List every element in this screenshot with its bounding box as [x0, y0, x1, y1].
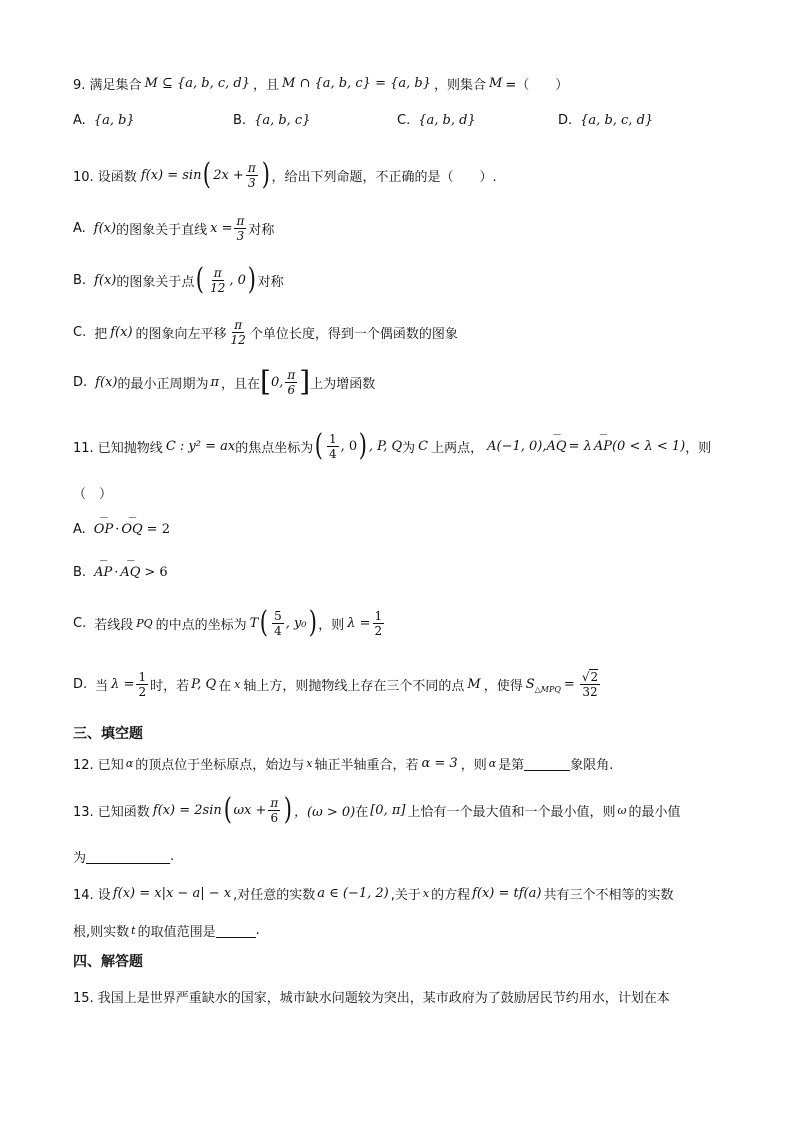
q11-option-b: B. ⌢⌢ AP · ⌢⌢ AQ > 6 — [73, 561, 168, 583]
q11-option-a: A. ⌢⌢ OP · ⌢⌢ OQ = 2 — [73, 518, 170, 540]
q11-option-d: D. 当 λ = $\frac{1}{2}$ 时，若 P, Q 在 x 轴上方，则抛物线上存在三个不同的点 M ，使得 S △MPQ = $\frac{√2}{32}$ — [73, 669, 599, 699]
q10-option-a: A. f(x) 的图象关于直线 x = $\frac{\pi}{3}$ 对称 — [73, 213, 275, 243]
q14-answer-blank[interactable] — [216, 923, 256, 938]
q9-stem: 9. 满足集合 M ⊆ {a, b, c, d} ，且 M ∩ {a, b, c} = {a, b} ，则集合 M =（ ） — [73, 75, 569, 93]
q12-answer-blank[interactable] — [524, 756, 570, 771]
q10-option-c: C. 把 f(x) 的图象向左平移 $\frac{\pi}{12}$ 个单位长度，得到一个偶函数的图象 — [73, 317, 458, 347]
q13-answer-blank[interactable] — [86, 849, 170, 864]
q14-stem: 14. 设 f(x) = x|x − a| − x ,对任意的实数 a ∈ (−1, 2) ,关于 x 的方程 f(x) = tf(a) 共有三个不相等的实数 — [73, 885, 674, 903]
q13-stem: 13. 已知函数 f(x) = 2sin ( ωx + $\frac{\pi}{6}$ ) ，(ω > 0) 在 [0, π] 上恰有一个最大值和一个最小值，则 ω 的最小值 — [73, 792, 681, 827]
q9-option-c: C. {a, b, d} — [397, 113, 476, 128]
q14-line2: 根,则实数 t 的取值范围是 . — [73, 922, 260, 940]
q10-fraction: $\frac{\pi}{3}$ — [247, 160, 256, 190]
q9-option-b: B. {a, b, c} — [233, 113, 311, 128]
q9-option-d: D. {a, b, c, d} — [558, 113, 654, 128]
q9-option-a: A. {a, b} — [73, 113, 135, 128]
q11-stem: 11. 已知抛物线 C : y² = ax 的焦点坐标为 ( $\frac{1}{4}$ , 0 ) , P, Q 为 C 上两点， A(−1, 0), ⌢⌢ AQ = λ ⌢⌢ AP (0 < λ < 1) ，则 — [73, 426, 711, 466]
q11-option-c: C. 若线段 PQ 的中点的坐标为 T ( $\frac{5}{4}$ , y₀ ) ，则 λ = $\frac{1}{2}$ — [73, 605, 383, 640]
section-fill-in-title: 三、填空题 — [73, 726, 143, 742]
q15-stem: 15. 我国上是世界严重缺水的国家，城市缺水问题较为突出，某市政府为了鼓励居民节约用水，计划在本 — [73, 990, 670, 1006]
section-solution-title: 四、解答题 — [73, 954, 143, 970]
q12-stem: 12. 已知 α 的顶点位于坐标原点，始边与 x 轴正半轴重合，若 α = 3 ，则 α 是第 象限角. — [73, 755, 614, 773]
q13-line2: 为 . — [73, 848, 175, 866]
q10-stem: 10. 设函数 f(x) = sin ( 2x + $\frac{\pi}{3}$ ) ，给出下列命题，不正确的是（ ）. — [73, 157, 497, 192]
q10-option-d: D. f(x) 的最小正周期为 π ，且在 [ 0, $\frac{\pi}{6}$ ] 上为增函数 — [73, 365, 376, 398]
q11-paren: （ ） — [73, 486, 113, 502]
q10-option-b: B. f(x) 的图象关于点 ( $\frac{\pi}{12}$ , 0 ) 对称 — [73, 262, 284, 297]
